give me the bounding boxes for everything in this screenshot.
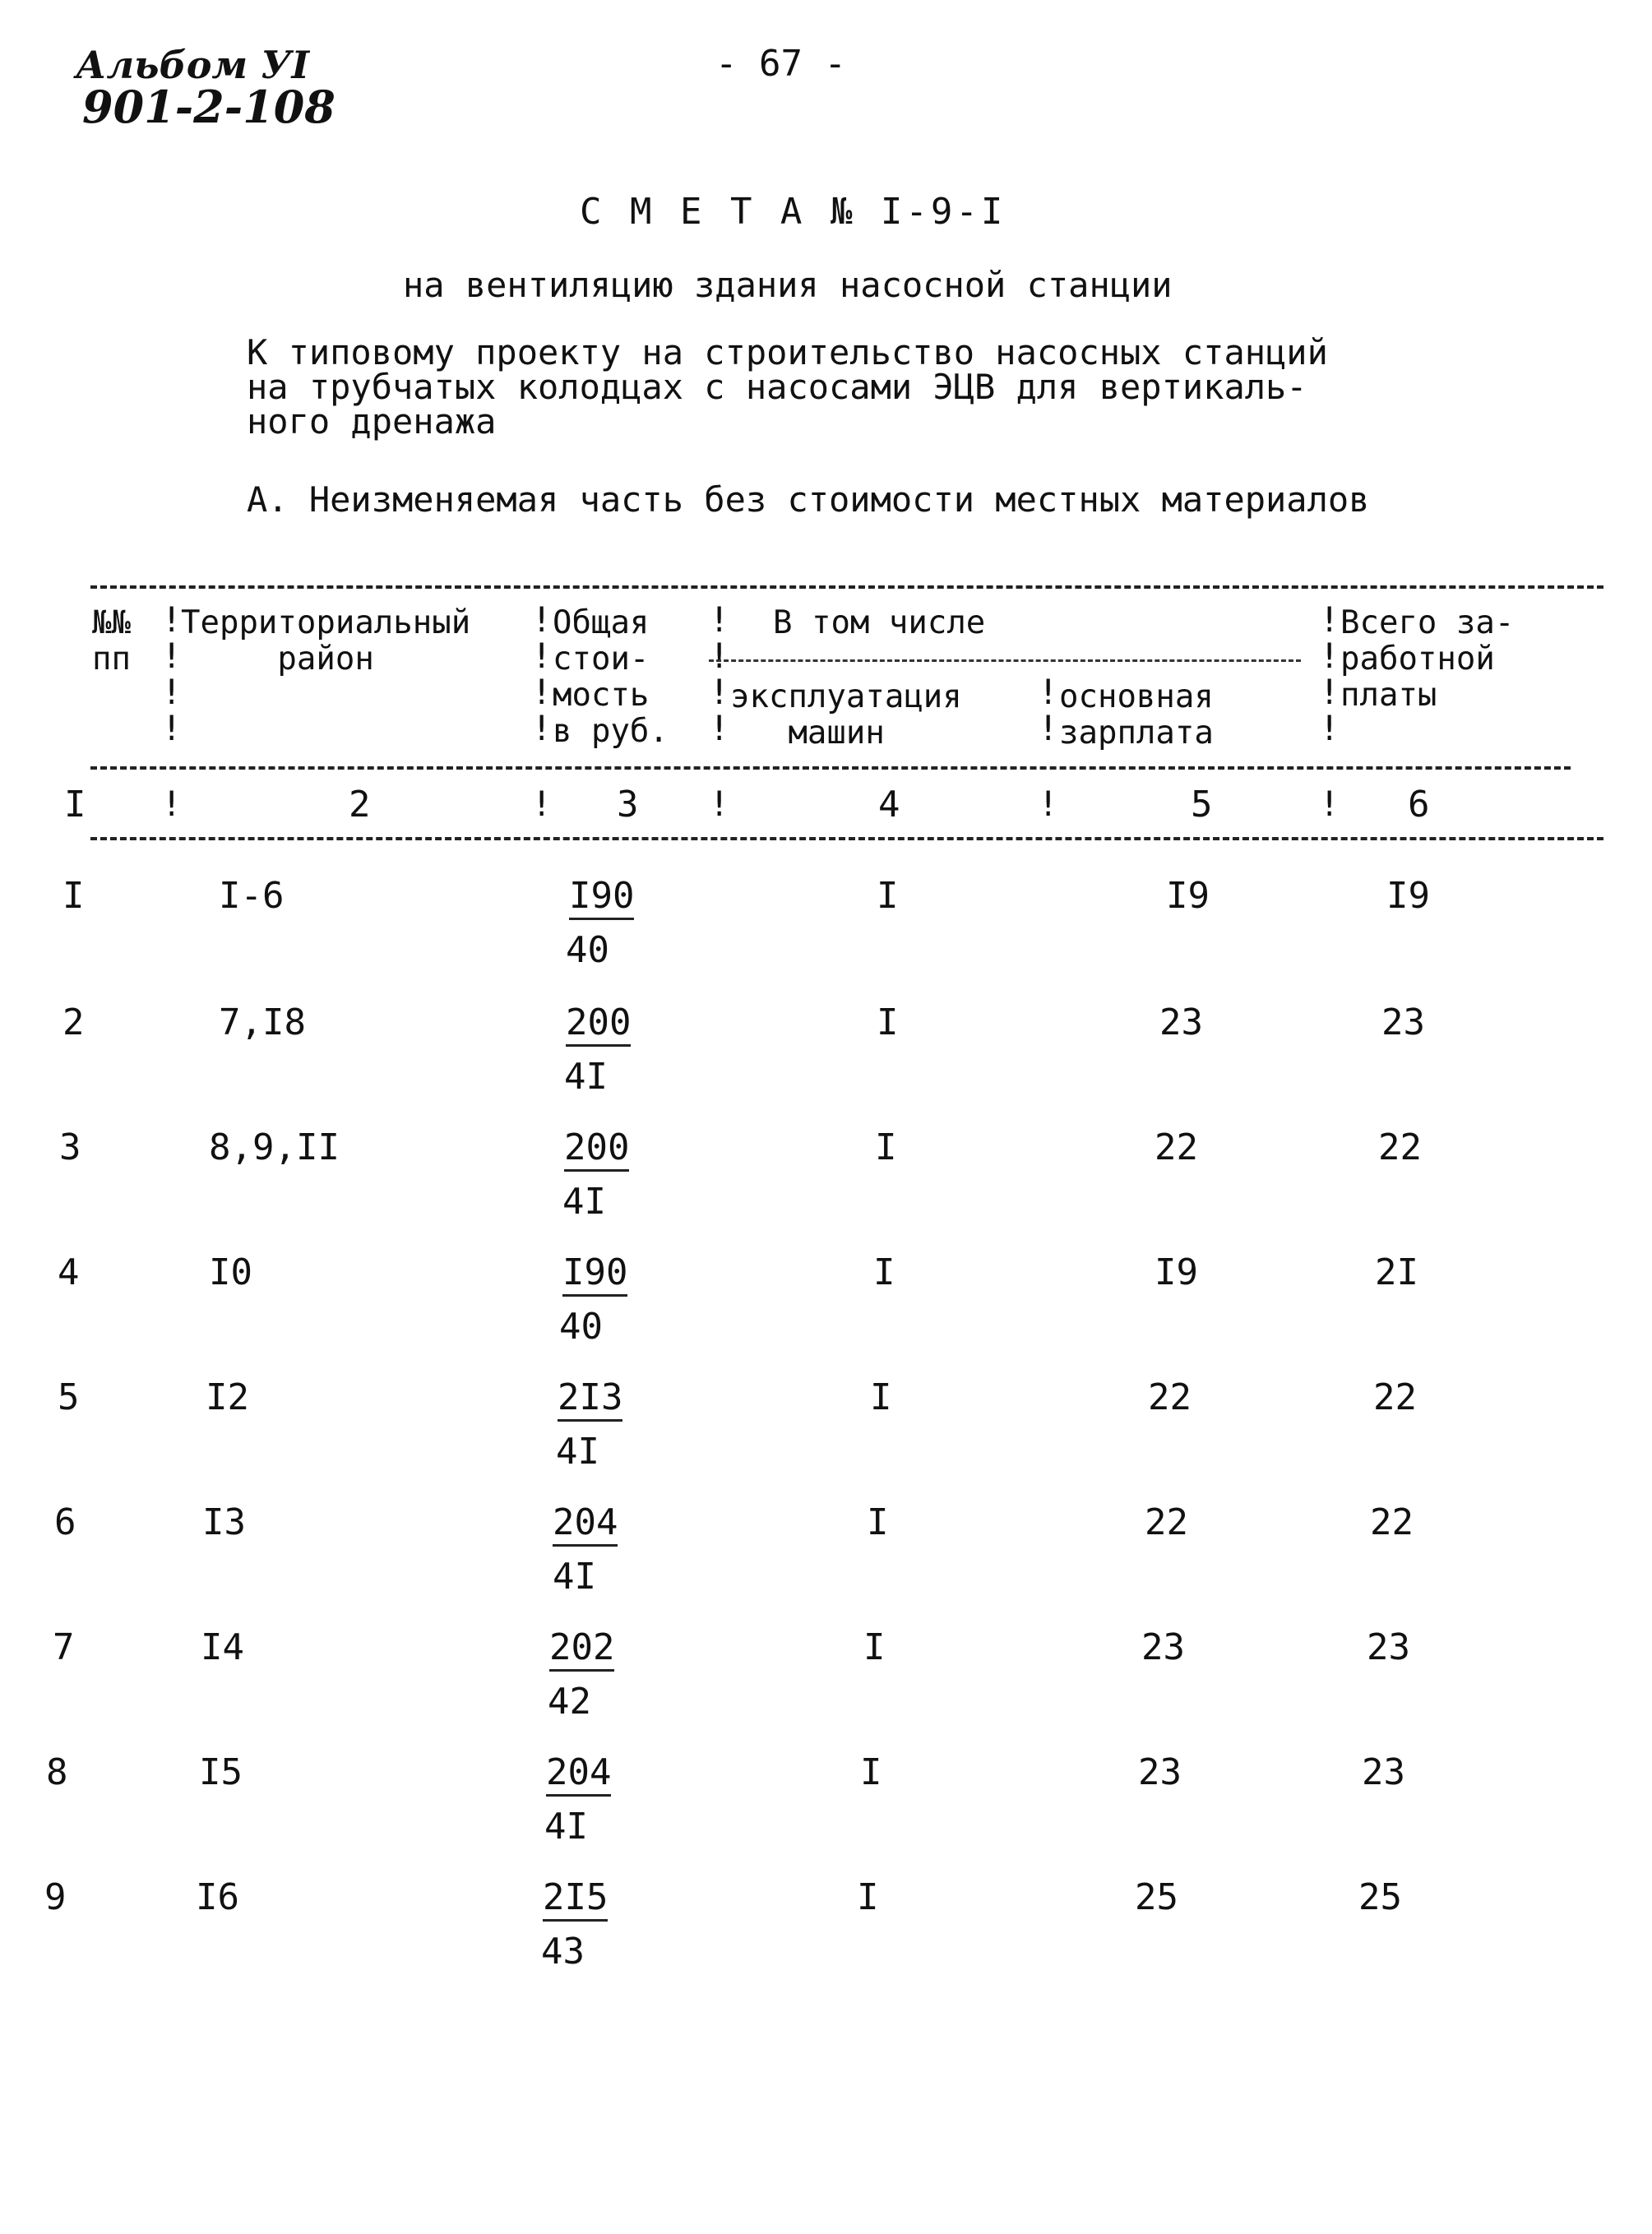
row-region: I2	[206, 1376, 249, 1418]
row-region: 7,I8	[219, 1001, 306, 1043]
row-region: I0	[209, 1251, 252, 1293]
header-separator: ! ! ! !	[709, 599, 730, 748]
row-total-cost-sub: 4I	[553, 1556, 596, 1598]
row-total-cost: I90	[569, 875, 634, 920]
header-salary: основная зарплата	[1059, 678, 1214, 752]
row-total-salary: 22	[1373, 1376, 1417, 1418]
row-machines: I	[877, 1001, 899, 1043]
row-total-salary: 23	[1367, 1626, 1410, 1668]
row-number: 6	[54, 1501, 76, 1543]
row-total-cost-sub: 43	[541, 1931, 585, 1973]
row-total-cost-sub: 40	[566, 929, 609, 971]
row-total-cost: 2I5	[543, 1876, 608, 1922]
row-total-cost: I90	[562, 1251, 627, 1297]
row-number: 3	[59, 1126, 81, 1168]
column-number: 6	[1408, 784, 1430, 826]
row-machines: I	[875, 1126, 897, 1168]
row-total-cost-sub: 40	[559, 1306, 603, 1348]
row-region: I4	[201, 1626, 244, 1668]
row-total-cost-sub: 4I	[562, 1181, 606, 1223]
header-separator: ! ! ! !	[161, 599, 183, 748]
row-machines: I	[873, 1251, 895, 1293]
header-separator: ! ! ! !	[531, 599, 553, 748]
column-number: 2	[349, 784, 371, 826]
row-region: 8,9,II	[209, 1126, 340, 1168]
header-separator: !	[1319, 784, 1340, 824]
header-machines: эксплуатация машин	[730, 678, 962, 752]
row-total-salary: 2I	[1375, 1251, 1418, 1293]
row-region: I6	[196, 1876, 239, 1918]
table-top-rule	[90, 585, 1603, 589]
header-separator: !	[531, 784, 553, 824]
header-separator: ! !	[1038, 672, 1059, 748]
column-numbers-rule	[90, 837, 1603, 840]
row-total-cost: 202	[549, 1626, 614, 1672]
row-salary: 23	[1159, 1001, 1203, 1043]
row-region: I5	[199, 1751, 243, 1793]
estimate-title: С М Е Т А № I-9-I	[580, 191, 1006, 233]
header-region: Территориальный район	[181, 604, 471, 678]
row-salary: 22	[1155, 1126, 1198, 1168]
header-separator: !	[709, 784, 730, 824]
row-salary: 23	[1138, 1751, 1182, 1793]
header-number: №№ пп	[92, 604, 131, 678]
row-total-cost: 2I3	[558, 1376, 622, 1422]
row-salary: 22	[1145, 1501, 1188, 1543]
row-salary: 25	[1135, 1876, 1178, 1918]
row-total-cost-sub: 42	[548, 1681, 591, 1723]
row-salary: I9	[1166, 875, 1210, 917]
row-number: 8	[46, 1751, 68, 1793]
header-total-salary: Всего за- работной платы	[1340, 604, 1515, 714]
row-number: 7	[53, 1626, 75, 1668]
row-region: I3	[202, 1501, 246, 1543]
row-total-cost: 200	[564, 1126, 629, 1172]
row-machines: I	[860, 1751, 882, 1793]
row-salary: I9	[1155, 1251, 1198, 1293]
project-line-2: на трубчатых колодцах с насосами ЭЦВ для вертикаль-	[247, 367, 1307, 407]
row-number: I	[62, 875, 85, 917]
row-total-salary: 23	[1381, 1001, 1425, 1043]
row-total-cost-sub: 4I	[564, 1056, 608, 1098]
series-number: 901-2-108	[82, 81, 335, 133]
row-number: 4	[58, 1251, 80, 1293]
row-total-salary: I9	[1386, 875, 1430, 917]
column-number: I	[64, 784, 86, 826]
header-bottom-rule	[90, 766, 1571, 770]
row-total-salary: 23	[1362, 1751, 1405, 1793]
row-machines: I	[863, 1626, 886, 1668]
page-number: - 67 -	[715, 43, 846, 85]
group-divider-rule	[709, 659, 1301, 662]
row-number: 9	[44, 1876, 67, 1918]
row-total-cost-sub: 4I	[544, 1806, 588, 1848]
row-number: 5	[58, 1376, 80, 1418]
row-number: 2	[62, 1001, 85, 1043]
header-including: В том числе	[773, 604, 986, 641]
row-total-cost-sub: 4I	[556, 1431, 599, 1473]
project-line-1: К типовому проекту на строительство насосных станций	[247, 332, 1328, 372]
row-total-salary: 22	[1370, 1501, 1414, 1543]
row-salary: 22	[1148, 1376, 1192, 1418]
column-number: 5	[1191, 784, 1213, 826]
row-total-cost: 204	[546, 1751, 611, 1797]
section-title: А. Неизменяемая часть без стоимости местных материалов	[247, 479, 1370, 520]
header-total-cost: Общая стои- мость в руб.	[553, 604, 669, 750]
column-number: 4	[878, 784, 900, 826]
row-machines: I	[870, 1376, 892, 1418]
album-label: Альбом УI	[76, 43, 309, 87]
row-total-salary: 22	[1378, 1126, 1422, 1168]
column-number: 3	[617, 784, 639, 826]
row-machines: I	[867, 1501, 889, 1543]
row-region: I-6	[219, 875, 285, 917]
project-line-3: ного дренажа	[247, 401, 497, 442]
row-machines: I	[857, 1876, 879, 1918]
row-total-salary: 25	[1358, 1876, 1402, 1918]
estimate-subject: на вентиляцию здания насосной станции	[403, 265, 1173, 305]
row-machines: I	[877, 875, 899, 917]
header-separator: !	[1038, 784, 1059, 824]
header-separator: !	[161, 784, 183, 824]
row-total-cost: 200	[566, 1001, 631, 1047]
header-separator: ! ! ! !	[1319, 599, 1340, 748]
row-total-cost: 204	[553, 1501, 618, 1547]
row-salary: 23	[1141, 1626, 1185, 1668]
